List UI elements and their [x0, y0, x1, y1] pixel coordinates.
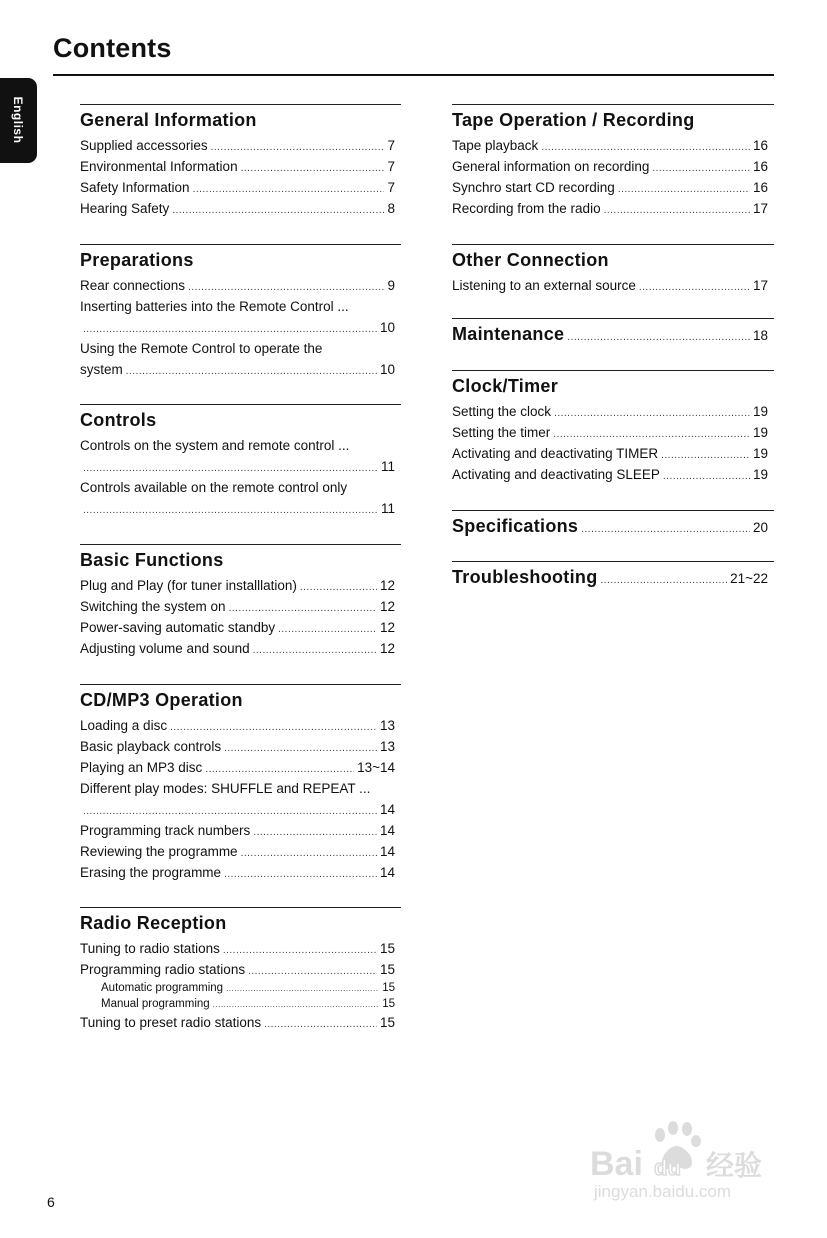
toc-section-basic-functions [80, 544, 401, 677]
section-title: CD/MP3 Operation [80, 690, 243, 710]
toc-section-clock-timer [452, 370, 774, 504]
toc-section-specifications [452, 510, 774, 557]
toc-section-tape-operation [452, 104, 774, 238]
toc-entry[interactable]: Maintenance ..... 18 [452, 322, 774, 352]
toc-entry-line1[interactable]: Inserting batteries into the Remote Control ... [80, 299, 349, 314]
toc-section-radio-reception [80, 907, 401, 1033]
toc-section-cd-mp3-operation [80, 684, 401, 901]
section-title: Preparations [80, 250, 194, 270]
toc-entry[interactable]: Tuning to preset radio stations ..... 15 [80, 1012, 401, 1033]
watermark-cn: 经验 [706, 1149, 763, 1182]
toc-section-maintenance [452, 318, 774, 364]
toc-entry[interactable]: Loading a disc ..... 13 [80, 715, 401, 736]
section-title: Basic Functions [80, 550, 224, 570]
section-title: Other Connection [452, 250, 609, 270]
toc-section-general-information [80, 104, 401, 238]
toc-entry[interactable]: Programming track numbers ..... 14 [80, 820, 401, 841]
toc-entry[interactable]: Recording from the radio ..... 17 [452, 198, 774, 219]
toc-entry[interactable]: Plug and Play (for tuner installlation) ..... 12 [80, 575, 401, 596]
watermark-brand: Bai [590, 1145, 643, 1183]
title-rule [53, 74, 774, 76]
toc-entry-line1[interactable]: Controls available on the remote control only [80, 480, 348, 495]
toc-section-preparations [80, 244, 401, 399]
toc-entry-line2[interactable]: ..... 10 [80, 317, 401, 338]
toc-section-troubleshooting [452, 561, 774, 595]
toc-entry[interactable]: Switching the system on ..... 12 [80, 596, 401, 617]
toc-entry[interactable]: Troubleshooting ..... 21~22 [452, 565, 774, 595]
toc-entry[interactable]: Playing an MP3 disc ..... 13~14 [80, 757, 401, 778]
toc-entry-line1[interactable]: Using the Remote Control to operate the [80, 341, 323, 356]
toc-entry[interactable]: Listening to an external source ..... 17 [452, 275, 774, 296]
watermark-brand2: du [654, 1155, 681, 1180]
section-title: Troubleshooting [452, 567, 598, 587]
toc-entry-line2[interactable]: ..... 11 [80, 456, 401, 477]
toc-subentry[interactable]: Automatic programming ..... 15 [80, 980, 401, 996]
toc-section-other-connection [452, 244, 774, 312]
page-title: Contents [53, 33, 172, 63]
toc-entry-line1[interactable]: Different play modes: SHUFFLE and REPEAT ... [80, 781, 371, 796]
watermark-url: jingyan.baidu.com [594, 1182, 732, 1201]
toc-entry[interactable]: Specifications ..... 20 [452, 514, 774, 544]
toc-entry[interactable]: Tuning to radio stations ..... 15 [80, 938, 401, 959]
section-title: Maintenance [452, 324, 565, 344]
toc-entry[interactable]: Safety Information ..... 7 [80, 177, 401, 198]
toc-entry[interactable]: Setting the clock ..... 19 [452, 401, 774, 422]
baidu-watermark [588, 1115, 774, 1205]
toc-entry[interactable]: Hearing Safety ..... 8 [80, 198, 401, 219]
toc-entry[interactable]: Reviewing the programme ..... 14 [80, 841, 401, 862]
section-title: Specifications [452, 516, 579, 536]
toc-entry-line2[interactable]: ..... 14 [80, 799, 401, 820]
toc-entry[interactable]: Activating and deactivating TIMER ..... 19 [452, 443, 774, 464]
toc-entry-line2[interactable]: ..... 11 [80, 498, 401, 519]
toc-entry[interactable]: Environmental Information ..... 7 [80, 156, 401, 177]
section-title: Tape Operation / Recording [452, 110, 695, 130]
toc-section-controls [80, 404, 401, 541]
toc-entry[interactable]: Programming radio stations ..... 15 [80, 959, 401, 980]
language-tab-label: English [11, 96, 25, 144]
toc-entry[interactable]: Supplied accessories ..... 7 [80, 135, 401, 156]
page-number: 6 [47, 1194, 55, 1210]
language-tab [0, 78, 37, 163]
toc-right-column [452, 104, 774, 595]
toc-entry[interactable]: Adjusting volume and sound ..... 12 [80, 638, 401, 659]
toc-left-column [80, 104, 401, 1033]
toc-entry[interactable]: General information on recording ..... 16 [452, 156, 774, 177]
section-title: Controls [80, 410, 157, 430]
section-title: Radio Reception [80, 913, 227, 933]
section-title: General Information [80, 110, 257, 130]
toc-entry[interactable]: Setting the timer ..... 19 [452, 422, 774, 443]
toc-entry-line1[interactable]: Controls on the system and remote control ... [80, 438, 350, 453]
toc-entry[interactable]: Activating and deactivating SLEEP ..... 19 [452, 464, 774, 485]
toc-entry[interactable]: Power-saving automatic standby ..... 12 [80, 617, 401, 638]
section-title: Clock/Timer [452, 376, 559, 396]
toc-entry[interactable]: Rear connections ..... 9 [80, 275, 401, 296]
toc-entry[interactable]: Erasing the programme ..... 14 [80, 862, 401, 883]
toc-entry[interactable]: Basic playback controls ..... 13 [80, 736, 401, 757]
toc-entry-line2[interactable]: system ..... 10 [80, 359, 401, 380]
toc-entry[interactable]: Tape playback ..... 16 [452, 135, 774, 156]
toc-entry[interactable]: Synchro start CD recording ..... 16 [452, 177, 774, 198]
toc-subentry[interactable]: Manual programming ..... 15 [80, 996, 401, 1012]
